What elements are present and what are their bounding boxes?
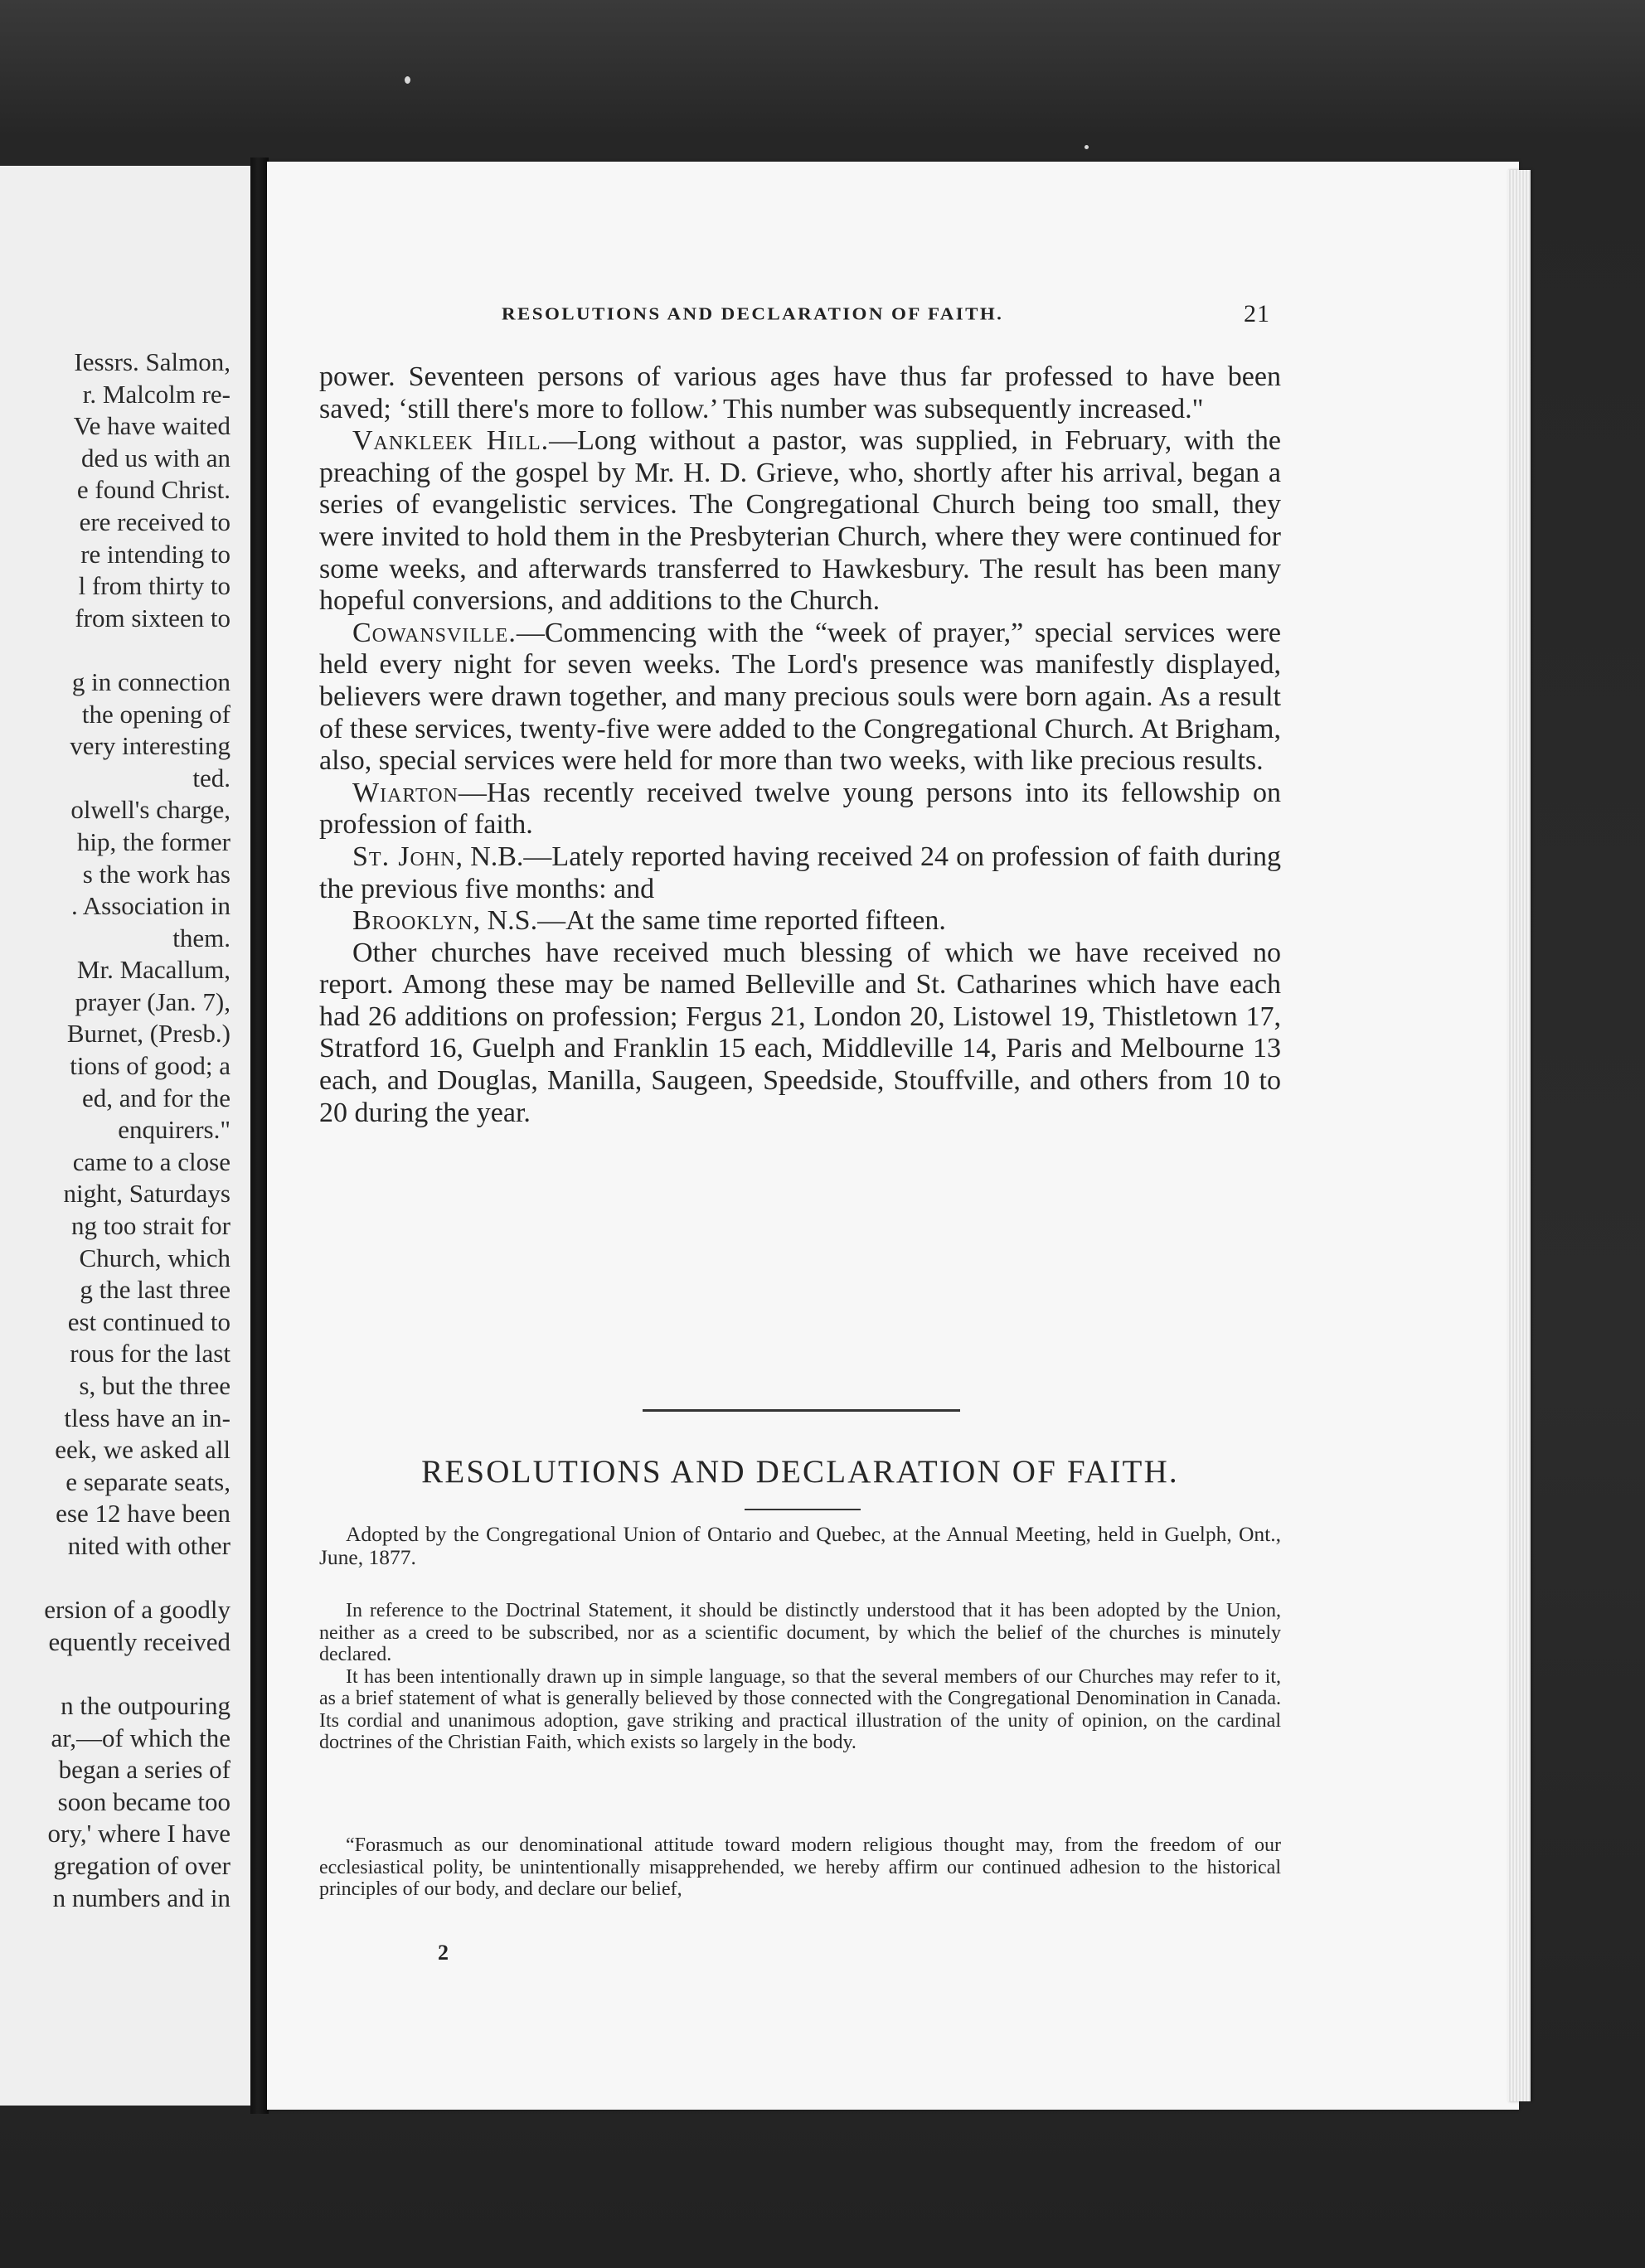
left-page-line: ere received to [79, 506, 230, 536]
left-page-line: came to a close [72, 1146, 230, 1176]
left-page-line: ng too strait for [71, 1211, 230, 1241]
doctrinal-statement-note [319, 1600, 1281, 1754]
left-page-line: night, Saturdays [63, 1179, 230, 1209]
left-page-line: ded us with an [81, 443, 230, 472]
left-page-text [0, 346, 230, 1914]
left-page-line: Ve have waited [73, 411, 230, 441]
left-page-line: the opening of [81, 699, 230, 729]
film-speck [405, 76, 410, 84]
left-page-line: nited with other [67, 1530, 230, 1560]
declaration-paragraph: “Forasmuch as our denominational attitude toward modern religious thought may, from the freedom of our ecclesiastical polity, be unintentionally misapprehended, we hereby affirm our continued adhesion to the historical principles of our body, and declare our belief, [319, 1834, 1281, 1900]
place-name: St. John [352, 841, 456, 872]
left-page-line: s, but the three [79, 1371, 230, 1400]
left-page-line: ed, and for the [81, 1083, 230, 1112]
left-page-line: l from thirty to [78, 571, 230, 601]
title-underline [745, 1509, 861, 1510]
paragraph-brooklyn [319, 905, 1281, 938]
page-stack-edge [1507, 170, 1531, 2101]
running-head: RESOLUTIONS AND DECLARATION OF FAITH. [502, 304, 1004, 324]
left-page-line: tless have an in- [64, 1403, 230, 1432]
left-page-line: began a series of [58, 1755, 230, 1785]
place-name: Wiarton [352, 777, 459, 808]
left-page-line: e found Christ. [76, 475, 230, 505]
film-speck [1085, 145, 1089, 149]
left-page-line: very interesting [70, 731, 230, 761]
left-page-line: enquirers." [118, 1115, 230, 1145]
left-page-line: Church, which [79, 1243, 230, 1272]
left-page-line: ar,—of which the [51, 1723, 230, 1752]
left-page-line: ted. [192, 763, 230, 792]
left-page-line: re intending to [80, 539, 230, 569]
place-name: Brooklyn [352, 905, 473, 937]
paragraph-other-churches: Other churches have received much blessing of which we have received no report. Among these may be named Belleville and St. Catharines which have each had 26 additions on profession; Fergus 21, London 20, Listowel 19, Thistletown 17, Stratford 16, Guelph and Franklin 15 each, Middleville 14, Paris and Melbourne 13 each, and Douglas, Manilla, Saugeen, Speedside, Stouffville, and others from 10 to 20 during the year. [319, 937, 1281, 1128]
left-page-line: r. Malcolm re- [82, 379, 230, 409]
left-page-line: ersion of a goodly [44, 1595, 230, 1625]
declaration-opening [319, 1834, 1281, 1901]
left-page-line: . Association in [70, 891, 230, 921]
left-page-line: hip, the former [76, 826, 230, 856]
left-page-line [0, 634, 230, 666]
note-paragraph: It has been intentionally drawn up in simple language, so that the several members of our Churches may refer to it, as a brief statement of what is generally believed by those connected with the Congregational Denomination in Canada. Its cordial and unanimous adoption, gave striking and practical illustration of the unity of opinion, on the cardinal doctrines of the Christian Faith, which exists so largely in the body. [319, 1665, 1281, 1753]
paragraph-cowansville [319, 618, 1281, 778]
adoption-note: Adopted by the Congregational Union of Ontario and Quebec, at the Annual Meeting, held in Guelph, Ont., June, 1877. [319, 1522, 1281, 1569]
left-page-line: Iessrs. Salmon, [74, 347, 230, 376]
left-page-line: soon became too [57, 1786, 230, 1816]
left-page-line: n numbers and in [52, 1883, 230, 1912]
section-title: RESOLUTIONS AND DECLARATION OF FAITH. [421, 1454, 1179, 1490]
left-page-line: rous for the last [70, 1339, 230, 1369]
left-page-line: Burnet, (Presb.) [66, 1019, 230, 1049]
left-page-line: ory,' where I have [47, 1819, 230, 1849]
paragraph-text: , N.B.—Lately reported having received 24 on profession of faith during the previous five months: and [319, 841, 1282, 904]
left-page-line: eek, we asked all [55, 1435, 230, 1465]
note-paragraph: In reference to the Doctrinal Statement, it should be distinctly understood that it has been adopted by the Union, neither as a creed to be subscribed, nor as a scientific document, by which the belief of the churches is minutely declared. [319, 1600, 1281, 1665]
left-page-line: tions of good; a [70, 1051, 230, 1081]
place-name: Cowansville. [352, 617, 517, 648]
section-divider [643, 1409, 960, 1412]
left-page-line: g in connection [71, 666, 230, 696]
paragraph-wiarton [319, 778, 1281, 841]
left-page-line: from sixteen to [75, 603, 230, 632]
paragraph-continuation: power. Seventeen persons of various ages have thus far professed to have been saved; ‘still there's more to follow.’ This number was subsequently increased." [319, 361, 1281, 424]
page-number: 21 [1244, 300, 1270, 327]
paragraph-text: —Has recently received twelve young persons into its fellowship on profession of faith. [319, 777, 1281, 841]
left-page-line: est continued to [67, 1306, 230, 1336]
left-page-line: gregation of over [53, 1850, 230, 1880]
left-page-line [0, 1658, 230, 1690]
left-page-line: g the last three [80, 1275, 230, 1305]
paragraph-text: , N.S.—At the same time reported fifteen. [473, 905, 946, 937]
left-page-line: olwell's charge, [70, 795, 230, 825]
place-name: Vankleek Hill. [352, 425, 550, 457]
left-page-line: n the outpouring [61, 1690, 230, 1720]
signature-mark: 2 [438, 1941, 449, 1965]
body-text [319, 361, 1281, 1129]
left-page-line: equently received [48, 1626, 230, 1656]
left-page-line: e separate seats, [66, 1466, 230, 1496]
left-page-line [0, 1563, 230, 1595]
paragraph-text: —Commencing with the “week of prayer,” special services were held every night for seven weeks. The Lord's presence was manifestly displayed, believers were drawn together, and many precious souls were born again. As a result of these services, twenty-five were added to the Congregational Church. At Brigham, also, special services were held for more than two weeks, with like precious results. [319, 617, 1281, 777]
book-gutter [250, 158, 269, 2114]
left-page-line: them. [172, 923, 230, 952]
paragraph-st-john [319, 841, 1281, 905]
paragraph-text: —Long without a pastor, was supplied, in February, with the preaching of the gospel by Mr. H. D. Grieve, who, shortly after his arrival, began a series of evangelistic services. The Congregational Church being too small, they were invited to hold them in the Presbyterian Church, where they were continued for some weeks, and afterwards transferred to Hawkesbury. The result has been many hopeful conversions, and additions to the Church. [319, 425, 1281, 617]
paragraph-vankleek-hill [319, 425, 1281, 618]
left-page-line: prayer (Jan. 7), [75, 986, 230, 1016]
left-facing-page [0, 166, 250, 2106]
left-page-line: ese 12 have been [56, 1499, 230, 1529]
left-page-line: s the work has [82, 859, 230, 889]
left-page-line: Mr. Macallum, [76, 955, 230, 985]
